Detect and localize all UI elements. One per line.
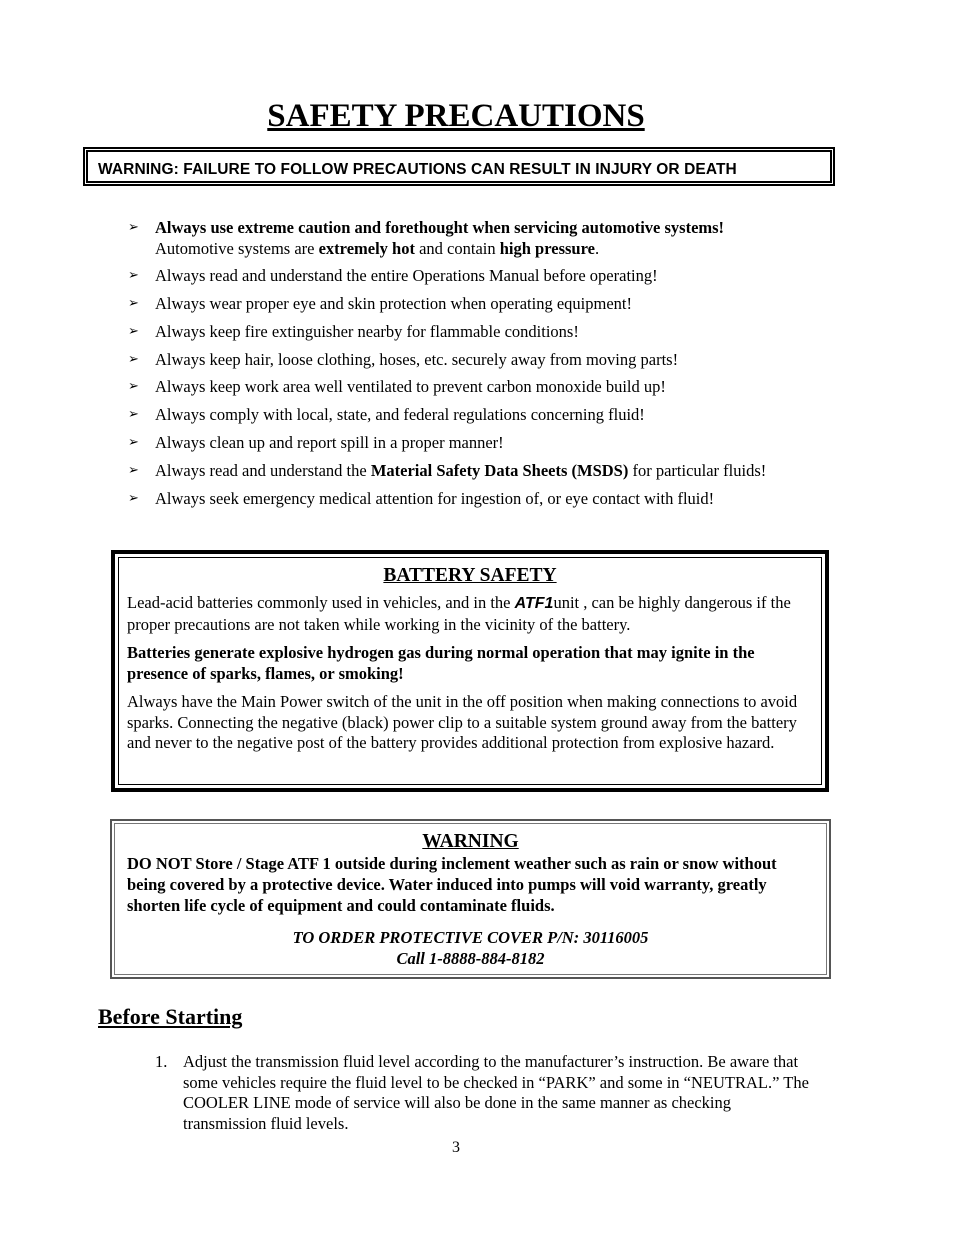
order-info: [115, 927, 826, 969]
arrow-bullet-icon: ➢: [128, 323, 139, 339]
battery-hazard-paragraph: Batteries generate explosive hydrogen gas during normal operation that may ignite in the presence of sparks, flames, or smoking!: [127, 643, 755, 683]
precaution-text: Always keep work area well ventilated to prevent carbon monoxide build up!: [155, 377, 666, 397]
battery-safety-title: BATTERY SAFETY: [383, 565, 557, 586]
precaution-text: Always seek emergency medical attention for ingestion of, or eye contact with fluid!: [155, 488, 715, 508]
storage-warning-box: [110, 819, 831, 979]
arrow-bullet-icon: ➢: [128, 268, 139, 284]
arrow-bullet-icon: ➢: [128, 220, 139, 235]
arrow-bullet-icon: ➢: [128, 351, 139, 367]
storage-warning-body: DO NOT Store / Stage ATF 1 outside during inclement weather such as rain or snow without being covered by a protective device. Water induced into pumps will void warranty, greatly shorten life cycle of equipment and could contaminate fluids.: [127, 854, 777, 915]
page-title: SAFETY PRECAUTIONS: [267, 98, 645, 134]
battery-text: unit , can be highly dangerous if the proper precautions are not taken while working in the vicinity of the battery.: [127, 593, 791, 634]
battery-intro-paragraph: [119, 593, 821, 635]
storage-warning-inner: [114, 823, 827, 975]
before-starting-steps: [155, 1052, 815, 1134]
order-part-number: TO ORDER PROTECTIVE COVER P/N: 30116005: [292, 928, 649, 947]
battery-safety-inner: [118, 557, 822, 785]
step-text: Adjust the transmission fluid level according to the manufacturer’s instruction. Be aware that some vehicles require the fluid level to be checked in “PARK” and some in “NEUTRAL.” The COOLER LINE mode of service will also be done in the same manner as checking transmission fluid levels.: [183, 1052, 809, 1133]
list-item: [155, 1052, 815, 1134]
list-item: [128, 433, 828, 454]
precaution-text: Always clean up and report spill in a proper manner!: [155, 433, 504, 453]
arrow-bullet-icon: ➢: [128, 462, 139, 478]
precaution-text: Always keep fire extinguisher nearby for flammable conditions!: [155, 321, 579, 341]
battery-procedure-paragraph: Always have the Main Power switch of the unit in the off position when making connections to avoid sparks. Connecting the negative (black) power clip to a suitable system ground away from the battery and never to the negative post of the battery provides additional protection from explosive hazard.: [127, 692, 798, 752]
precaution-text: .: [594, 238, 600, 258]
step-number: 1.: [155, 1052, 168, 1071]
page-number: 3: [452, 1139, 460, 1156]
precaution-text: Always comply with local, state, and federal regulations concerning fluid!: [155, 405, 645, 425]
precaution-emphasis: high pressure: [499, 238, 595, 258]
precaution-text: Automotive systems are: [155, 238, 319, 258]
warning-banner: [83, 147, 835, 186]
before-starting-heading: Before Starting: [98, 1004, 243, 1029]
precaution-emphasis: extremely hot: [318, 238, 415, 258]
battery-text: Lead-acid batteries commonly used in vehicles, and in the: [127, 593, 515, 612]
list-item: [128, 377, 828, 398]
list-item: [128, 350, 828, 371]
arrow-bullet-icon: ➢: [128, 435, 139, 451]
order-phone: Call 1-8888-884-8182: [396, 949, 545, 968]
arrow-bullet-icon: ➢: [128, 296, 139, 312]
warning-banner-text: WARNING: FAILURE TO FOLLOW PRECAUTIONS CAN RESULT IN INJURY OR DEATH: [98, 161, 737, 178]
model-name: ATF1: [514, 595, 554, 612]
list-item: [128, 294, 828, 315]
precaution-emphasis: Material Safety Data Sheets (MSDS): [370, 460, 629, 480]
precaution-text: and contain: [414, 238, 500, 258]
list-item: [128, 218, 828, 259]
precaution-bold-text: Always use extreme caution and forethought when servicing automotive systems!: [155, 218, 725, 237]
arrow-bullet-icon: ➢: [128, 407, 139, 423]
list-item: [128, 322, 828, 343]
precaution-text: Always keep hair, loose clothing, hoses, etc. securely away from moving parts!: [155, 349, 679, 369]
precaution-text: Always read and understand the entire Operations Manual before operating!: [155, 266, 658, 286]
precaution-text: for particular fluids!: [628, 460, 767, 480]
list-item: [128, 489, 828, 510]
precaution-text: Always wear proper eye and skin protection when operating equipment!: [155, 294, 632, 314]
precautions-list: [128, 218, 828, 516]
list-item: [128, 405, 828, 426]
battery-safety-box: [111, 550, 829, 792]
list-item: [128, 266, 828, 287]
storage-warning-title: WARNING: [422, 831, 519, 852]
precaution-text: Always read and understand the: [155, 460, 371, 480]
arrow-bullet-icon: ➢: [128, 379, 139, 395]
list-item: [128, 461, 828, 482]
arrow-bullet-icon: ➢: [128, 490, 139, 506]
